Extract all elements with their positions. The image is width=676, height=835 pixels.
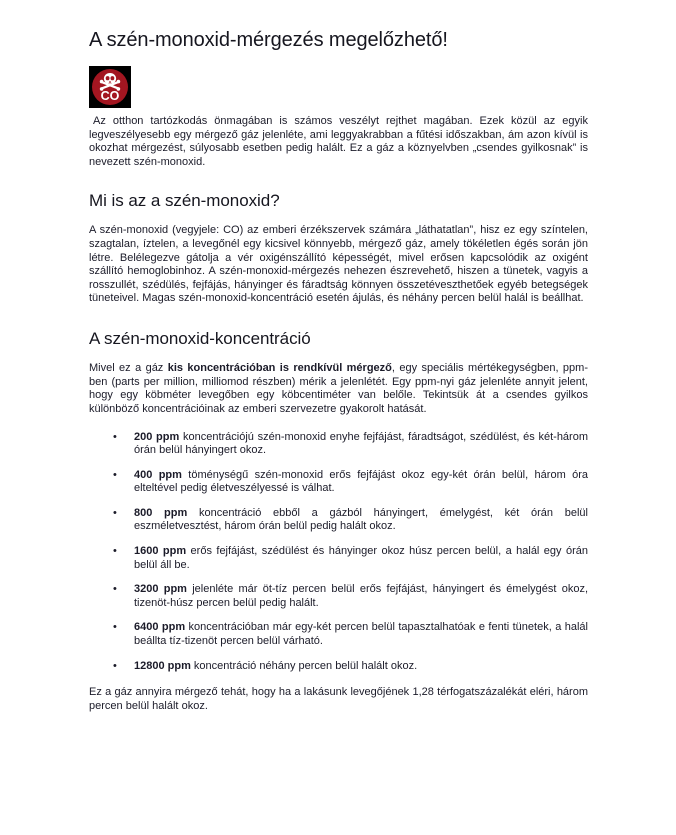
- co-poison-skull-icon: [89, 66, 131, 108]
- ppm-description: koncentrációjú szén-monoxid enyhe fejfájást, fáradtságot, szédülést, és két-három órán belül hányingert okoz.: [134, 430, 588, 457]
- ppm-value: 6400 ppm: [134, 621, 186, 634]
- list-item: [89, 621, 588, 648]
- concentration-text-part2: , egy speciális mértékegységben, ppm-ben (parts per million, milliomod részben) mérik a jelenlétét. Egy ppm-nyi gáz jelenléte annyit jelent, hogy egy köbméter levegőben egy köbcentiméter van belőle. Tekintsük át a csendes gyilkos különböző koncentrációinak az emberi szervezetre gyakorolt hatását.: [89, 362, 588, 415]
- ppm-value: 200 ppm: [134, 430, 180, 443]
- list-bullet-icon: •: [113, 430, 117, 443]
- list-item: [89, 660, 588, 674]
- list-item: [89, 545, 588, 572]
- document-content: [89, 0, 588, 713]
- co-icon-label: CO: [100, 89, 120, 104]
- list-bullet-icon: •: [113, 506, 117, 519]
- concentration-effects-list: [89, 431, 588, 674]
- lead-paragraph: Az otthon tartózkodás önmagában is számos veszélyt rejthet magában. Ezek közül az egyik legveszélyesebb egy mérgező gáz jelenléte, ami leggyakrabban a fűtési időszakban, ám azon kívül is okozhat mérgezést, súlyosabb esetben pedig halált. Ez a gáz a köznyelvben „csendes gyilkosnak” is nevezett szén-monoxid.: [89, 115, 588, 168]
- ppm-description: koncentráció néhány percen belül halált okoz.: [190, 659, 418, 672]
- section-heading-concentration: A szén-monoxid-koncentráció: [89, 329, 311, 349]
- list-item: [89, 469, 588, 496]
- list-item: [89, 583, 588, 610]
- ppm-value: 400 ppm: [134, 468, 182, 481]
- ppm-description: erős fejfájást, szédülést és hányinger okoz húsz percen belül, a halál egy órán belül áll be.: [134, 545, 588, 571]
- list-item: [89, 507, 588, 534]
- ppm-value: 3200 ppm: [134, 583, 187, 596]
- ppm-value: 800 ppm: [134, 506, 188, 519]
- ppm-description: töménységű szén-monoxid erős fejfájást okoz egy-két órán belül, három óra elteltével pedig életveszélyessé is válhat.: [134, 468, 588, 495]
- list-bullet-icon: •: [113, 583, 117, 596]
- list-bullet-icon: •: [113, 468, 117, 481]
- ppm-value: 1600 ppm: [134, 545, 187, 558]
- concentration-text-part1: Mivel ez a gáz: [89, 362, 168, 375]
- section-paragraph-what-is-co: A szén-monoxid (vegyjele: CO) az emberi érzékszervek számára „láthatatlan”, hisz ez egy színtelen, szagtalan, íztelen, a levegőnél egy kicsivel könnyebb, mérgező gáz, amely tökéletlen égés során jön létre. Belélegezve gátolja a vér oxigénszállító képességét, mivel erősen kapcsolódik az oxigént szállító hemoglobinhoz. A szén-monoxid-mérgezés nehezen észrevehető, hiszen a tünetek, vagyis a rosszullét, szédülés, fejfájás, hányinger és fáradtság könnyen összetéveszthetőek egyéb betegségek tüneteivel. Magas szén-monoxid-koncentráció esetén ájulás, és néhány percen belül halál is beállhat.: [89, 224, 588, 305]
- list-bullet-icon: •: [113, 621, 117, 634]
- co-warning-icon-container: [89, 66, 131, 108]
- list-bullet-icon: •: [113, 545, 117, 558]
- section-paragraph-concentration: [89, 362, 588, 416]
- closing-paragraph: Ez a gáz annyira mérgező tehát, hogy ha a lakásunk levegőjének 1,28 térfogatszázalékát eléri, három percen belül halált okoz.: [89, 686, 588, 712]
- ppm-description: jelenléte már öt-tíz percen belül erős fejfájást, hányingert és émelygést okoz, tizenöt-húsz percen belül pedig halált.: [134, 583, 588, 609]
- ppm-value: 12800 ppm: [134, 659, 191, 672]
- ppm-description: koncentrációban már egy-két percen belül tapasztalhatóak e fenti tünetek, a halál beállta tíz-tizenöt percen belül várható.: [134, 621, 588, 648]
- section-heading-what-is-co: Mi is az a szén-monoxid?: [89, 191, 280, 211]
- list-bullet-icon: •: [113, 659, 117, 672]
- concentration-text-emphasis: kis koncentrációban is rendkívül mérgező: [167, 362, 392, 375]
- page-title: A szén-monoxid-mérgezés megelőzhető!: [89, 29, 448, 51]
- ppm-description: koncentráció ebből a gázból hányingert, émelygést, két órán belül eszméletvesztést, három órán belül pedig halált okoz.: [134, 506, 588, 533]
- list-item: [89, 431, 588, 458]
